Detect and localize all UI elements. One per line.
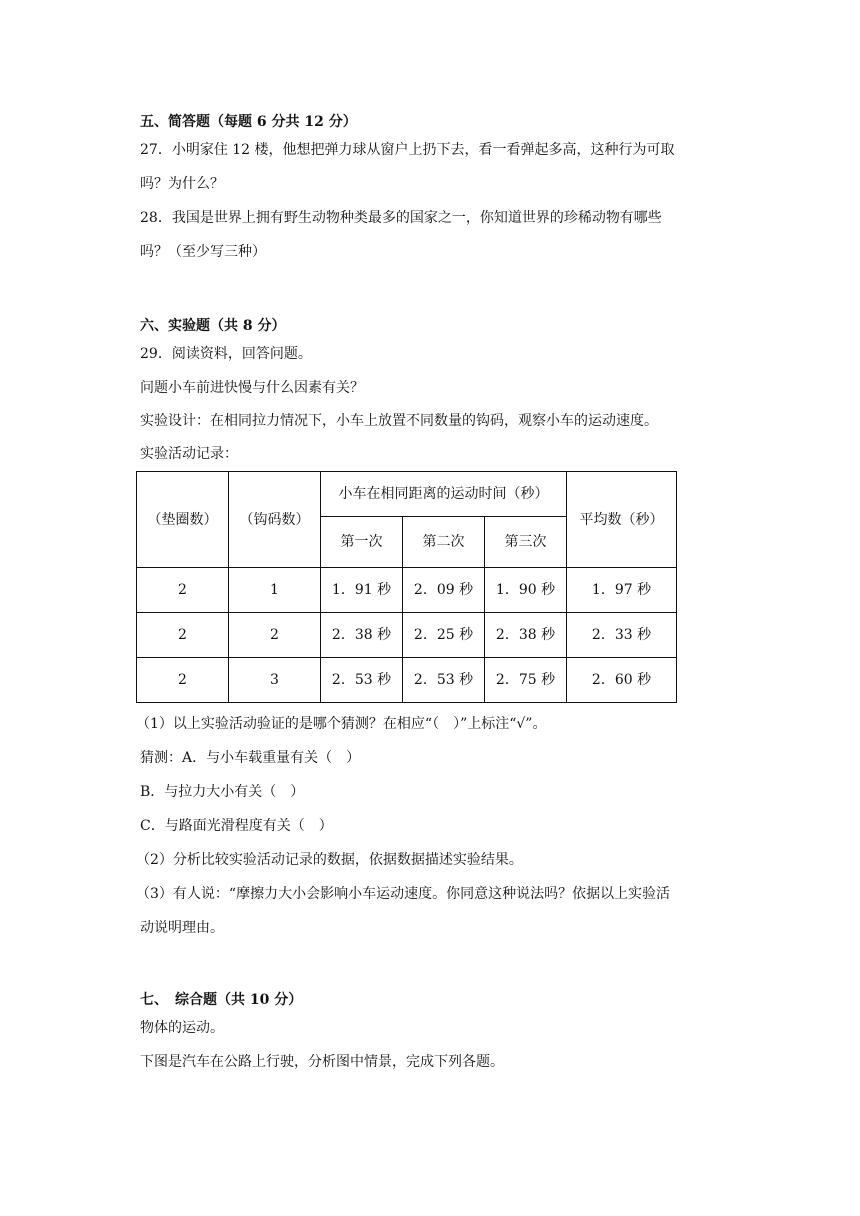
guess-b: B．与拉力大小有关（ ） [140, 784, 305, 800]
table-row [137, 568, 677, 613]
section-7-line-2: 下图是汽车在公路上行驶，分析图中情景，完成下列各题。 [140, 1054, 504, 1070]
guess-c: C．与路面光滑程度有关（ ） [140, 818, 333, 834]
cell-pads: 2 [137, 568, 229, 613]
cell-pads: 2 [137, 613, 229, 658]
cell-weights: 1 [229, 568, 321, 613]
question-27-line-1: 27．小明家住 12 楼，他想把弹力球从窗户上扔下去，看一看弹起多高，这种行为可取 [140, 142, 675, 158]
cell-pads: 2 [137, 658, 229, 703]
cell-weights: 3 [229, 658, 321, 703]
header-third-trial: 第三次 [485, 517, 567, 568]
guess-a: 猜测：A．与小车载重量有关（ ） [140, 750, 361, 766]
table-row [137, 613, 677, 658]
header-second-trial: 第二次 [403, 517, 485, 568]
header-pads: （垫圈数） [137, 472, 229, 568]
sub-question-1: （1）以上实验活动验证的是哪个猜测？在相应“（ ）”上标注“√”。 [136, 716, 547, 732]
cell-average: 2．33 秒 [567, 613, 677, 658]
question-28-line-2: 吗？（至少写三种） [140, 244, 266, 260]
section-6-heading: 六、实验题（共 8 分） [140, 318, 286, 334]
cell-trial-3: 1．90 秒 [485, 568, 567, 613]
header-time-group: 小车在相同距离的运动时间（秒） [321, 472, 567, 517]
header-average: 平均数（秒） [567, 472, 677, 568]
question-28-line-1: 28．我国是世界上拥有野生动物种类最多的国家之一，你知道世界的珍稀动物有哪些 [140, 210, 662, 226]
section-5-heading: 五、简答题（每题 6 分共 12 分） [140, 114, 357, 130]
problem-statement: 问题小车前进快慢与什么因素有关？ [140, 380, 364, 396]
table-row [137, 658, 677, 703]
cell-trial-2: 2．25 秒 [403, 613, 485, 658]
sub-question-3-line-1: （3）有人说：“摩擦力大小会影响小车运动速度。你同意这种说法吗？依据以上实验活 [136, 886, 671, 902]
section-7-heading: 七、 综合题（共 10 分） [140, 992, 303, 1008]
sub-question-3-line-2: 动说明理由。 [140, 920, 224, 936]
experiment-design: 实验设计：在相同拉力情况下，小车上放置不同数量的钩码，观察小车的运动速度。 [140, 413, 658, 429]
cell-average: 1．97 秒 [567, 568, 677, 613]
sub-question-2: （2）分析比较实验活动记录的数据，依据数据描述实验结果。 [136, 852, 523, 868]
record-label: 实验活动记录： [140, 446, 238, 462]
header-first-trial: 第一次 [321, 517, 403, 568]
question-29: 29．阅读资料，回答问题。 [140, 346, 312, 362]
section-7-line-1: 物体的运动。 [140, 1020, 224, 1036]
cell-trial-2: 2．09 秒 [403, 568, 485, 613]
cell-trial-2: 2．53 秒 [403, 658, 485, 703]
cell-trial-3: 2．38 秒 [485, 613, 567, 658]
header-weights: （钩码数） [229, 472, 321, 568]
table-header-row [137, 472, 677, 517]
cell-trial-1: 1．91 秒 [321, 568, 403, 613]
cell-weights: 2 [229, 613, 321, 658]
experiment-record-table [136, 471, 677, 703]
question-27-line-2: 吗？为什么？ [140, 176, 224, 192]
cell-trial-1: 2．53 秒 [321, 658, 403, 703]
cell-average: 2．60 秒 [567, 658, 677, 703]
cell-trial-1: 2．38 秒 [321, 613, 403, 658]
cell-trial-3: 2．75 秒 [485, 658, 567, 703]
